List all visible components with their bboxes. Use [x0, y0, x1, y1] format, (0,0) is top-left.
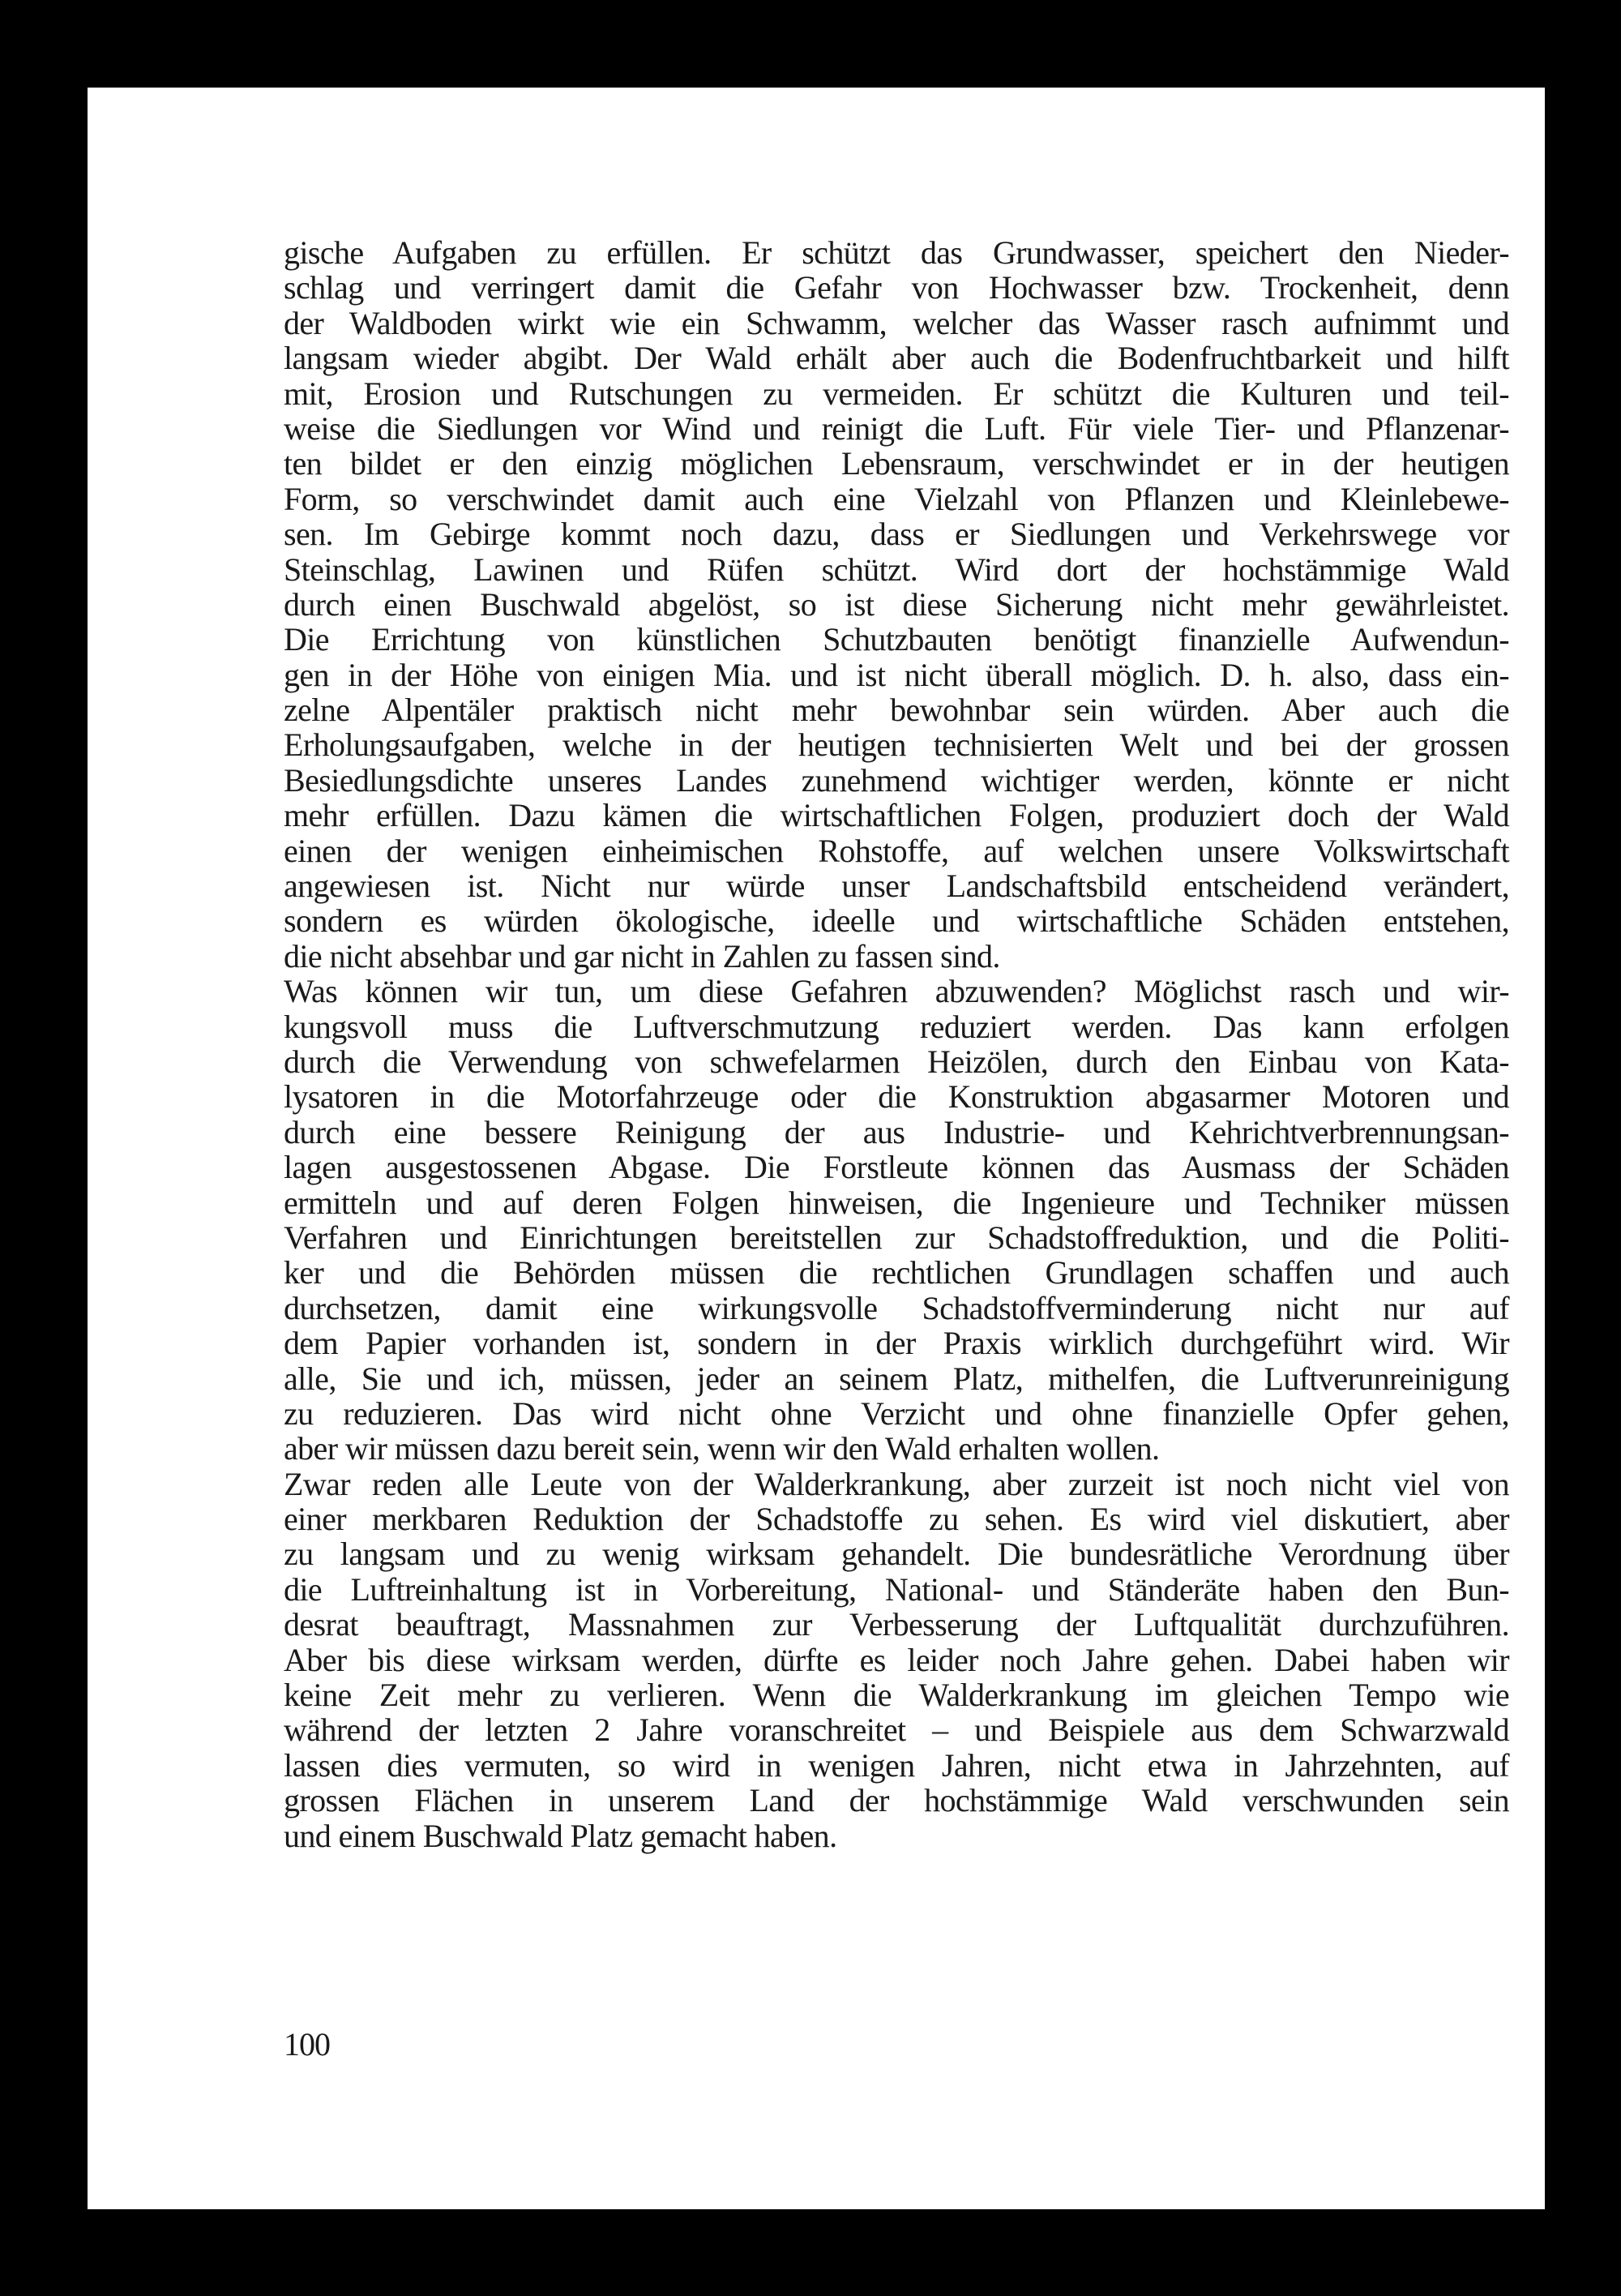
text-line: gen in der Höhe von einigen Mia. und ist nicht überall möglich. D. h. also, dass ein- — [284, 656, 1509, 693]
text-line: die nicht absehbar und gar nicht in Zahlen zu fassen sind. — [284, 937, 1000, 975]
text-line: lassen dies vermuten, so wird in wenigen Jahren, nicht etwa in Jahrzehnten, auf — [284, 1746, 1509, 1784]
text-line: Verfahren und Einrichtungen bereitstellen zur Schadstoffreduktion, und die Politi- — [284, 1219, 1509, 1256]
text-line: während der letzten 2 Jahre voranschreitet – und Beispiele aus dem Schwarzwald — [284, 1711, 1509, 1749]
text-line: alle, Sie und ich, müssen, jeder an seinem Platz, mithelfen, die Luftverunreinigung — [284, 1360, 1509, 1397]
text-line: Aber bis diese wirksam werden, dürfte es leider noch Jahre gehen. Dabei haben wir — [284, 1641, 1509, 1678]
text-line: lagen ausgestossenen Abgase. Die Forstleute können das Ausmass der Schäden — [284, 1149, 1509, 1186]
text-line: mehr erfüllen. Dazu kämen die wirtschaftlichen Folgen, produziert doch der Wald — [284, 797, 1509, 834]
document-page — [88, 88, 1545, 2209]
text-line: ten bildet er den einzig möglichen Lebensraum, verschwindet er in der heutigen — [284, 445, 1509, 482]
text-line: zu langsam und zu wenig wirksam gehandelt. Die bundesrätliche Verordnung über — [284, 1536, 1509, 1573]
text-line: sen. Im Gebirge kommt noch dazu, dass er Siedlungen und Verkehrswege vor — [284, 516, 1509, 553]
text-line: weise die Siedlungen vor Wind und reinigt die Luft. Für viele Tier- und Pflanzenar- — [284, 409, 1509, 447]
text-line: Was können wir tun, um diese Gefahren abzuwenden? Möglichst rasch und wir- — [284, 973, 1509, 1010]
text-line: und einem Buschwald Platz gemacht haben. — [284, 1817, 837, 1854]
text-line: Die Errichtung von künstlichen Schutzbauten benötigt finanzielle Aufwendun- — [284, 621, 1509, 658]
text-line: desrat beauftragt, Massnahmen zur Verbesserung der Luftqualität durchzuführen. — [284, 1606, 1509, 1643]
text-line: gische Aufgaben zu erfüllen. Er schützt das Grundwasser, speichert den Nieder- — [284, 234, 1509, 271]
text-line: einer merkbaren Reduktion der Schadstoffe zu sehen. Es wird viel diskutiert, aber — [284, 1501, 1509, 1538]
paragraph — [284, 1467, 1509, 1853]
text-line: ker und die Behörden müssen die rechtlichen Grundlagen schaffen und auch — [284, 1254, 1509, 1292]
body-text — [284, 235, 1509, 1853]
text-line: die Luftreinhaltung ist in Vorbereitung, National- und Ständeräte haben den Bun- — [284, 1570, 1509, 1608]
text-line: kungsvoll muss die Luftverschmutzung reduziert werden. Das kann erfolgen — [284, 1008, 1509, 1045]
text-line: Zwar reden alle Leute von der Walderkrankung, aber zurzeit ist noch nicht viel von — [284, 1465, 1509, 1502]
text-line: durch die Verwendung von schwefelarmen Heizölen, durch den Einbau von Kata- — [284, 1043, 1509, 1080]
text-line: Erholungsaufgaben, welche in der heutigen technisierten Welt und bei der grossen — [284, 726, 1509, 764]
text-line: mit, Erosion und Rutschungen zu vermeiden. Er schützt die Kulturen und teil- — [284, 375, 1509, 412]
text-line: schlag und verringert damit die Gefahr von Hochwasser bzw. Trockenheit, denn — [284, 269, 1509, 306]
text-line: aber wir müssen dazu bereit sein, wenn wir den Wald erhalten wollen. — [284, 1430, 1160, 1467]
text-line: lysatoren in die Motorfahrzeuge oder die Konstruktion abgasarmer Motoren und — [284, 1078, 1509, 1116]
paragraph — [284, 974, 1509, 1466]
text-line: zu reduzieren. Das wird nicht ohne Verzicht und ohne finanzielle Opfer gehen, — [284, 1394, 1509, 1432]
text-line: angewiesen ist. Nicht nur würde unser Landschaftsbild entscheidend verändert, — [284, 867, 1509, 905]
text-line: zelne Alpentäler praktisch nicht mehr bewohnbar sein würden. Aber auch die — [284, 692, 1509, 729]
text-line: sondern es würden ökologische, ideelle und wirtschaftliche Schäden entstehen, — [284, 902, 1509, 940]
page-number: 100 — [284, 2026, 330, 2063]
text-line: dem Papier vorhanden ist, sondern in der Praxis wirklich durchgeführt wird. Wir — [284, 1325, 1509, 1362]
paragraph — [284, 235, 1509, 974]
text-line: durch eine bessere Reinigung der aus Industrie- und Kehrichtverbrennungsan- — [284, 1113, 1509, 1150]
text-line: durch einen Buschwald abgelöst, so ist diese Sicherung nicht mehr gewährleistet. — [284, 585, 1509, 623]
text-line: ermitteln und auf deren Folgen hinweisen, die Ingenieure und Techniker müssen — [284, 1184, 1509, 1221]
text-line: langsam wieder abgibt. Der Wald erhält aber auch die Bodenfruchtbarkeit und hilft — [284, 340, 1509, 377]
text-line: durchsetzen, damit eine wirkungsvolle Schadstoffverminderung nicht nur auf — [284, 1289, 1509, 1326]
text-line: keine Zeit mehr zu verlieren. Wenn die Walderkrankung im gleichen Tempo wie — [284, 1677, 1509, 1714]
text-line: Form, so verschwindet damit auch eine Vielzahl von Pflanzen und Kleinlebewe- — [284, 480, 1509, 517]
text-line: Steinschlag, Lawinen und Rüfen schützt. Wird dort der hochstämmige Wald — [284, 550, 1509, 588]
text-line: grossen Flächen in unserem Land der hochstämmige Wald verschwunden sein — [284, 1782, 1509, 1819]
text-line: der Waldboden wirkt wie ein Schwamm, welcher das Wasser rasch aufnimmt und — [284, 304, 1509, 341]
text-line: einen der wenigen einheimischen Rohstoffe, auf welchen unsere Volkswirtschaft — [284, 832, 1509, 869]
text-line: Besiedlungsdichte unseres Landes zunehmend wichtiger werden, könnte er nicht — [284, 761, 1509, 799]
